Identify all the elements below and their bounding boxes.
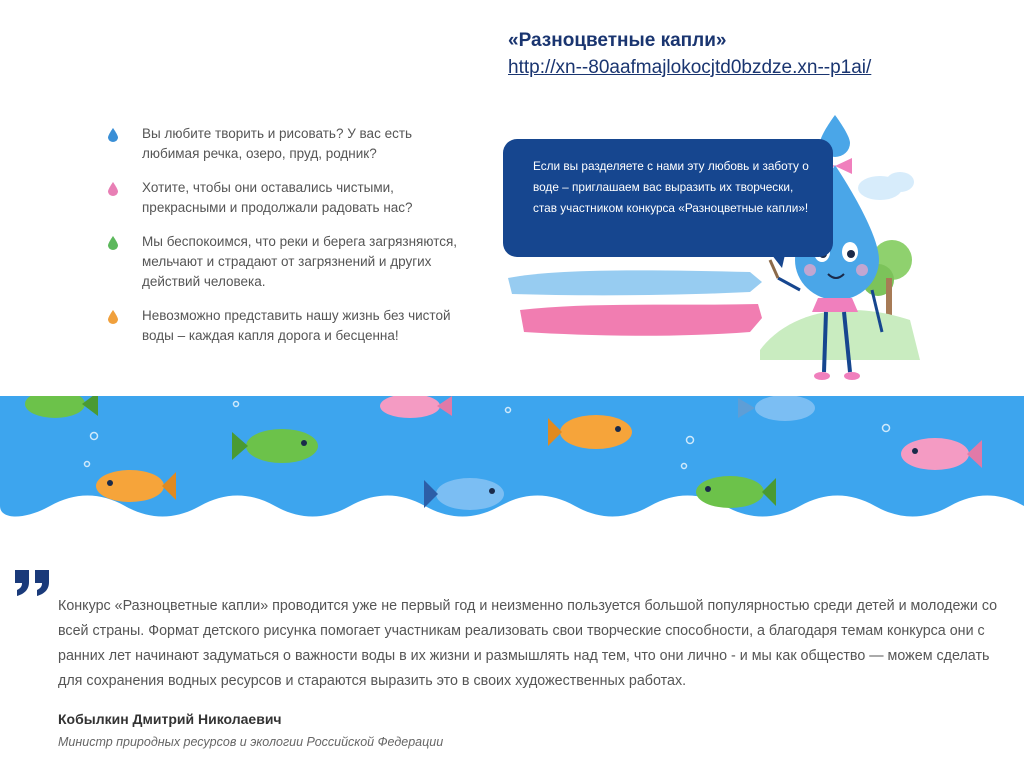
pink-drop-icon (108, 182, 118, 196)
bullet-item (104, 232, 464, 292)
orange-drop-icon (108, 310, 118, 324)
speech-bubble (503, 139, 833, 257)
green-drop-icon (108, 236, 118, 250)
bullet-text: Хотите, чтобы они оставались чистыми, прекрасными и продолжали радовать нас? (142, 180, 413, 215)
bubble-text: Если вы разделяете с нами эту любовь и заботу о воде – приглашаем вас выразить их творчески, став участником конкурса «Разноцветные капли»! (533, 159, 809, 215)
blue-drop-icon (108, 128, 118, 142)
header (508, 27, 1008, 81)
quote-text: Конкурс «Разноцветные капли» проводится уже не первый год и неизменно пользуется большой популярностью среди детей и молодежи со всей страны. Формат детского рисунка помогает участникам реализовать свои творческие способности, а благодаря темам конкурса они с ранних лет начинают задуматься о важности воды в их жизни и размышлять над тем, что они лично - и мы как общество — можем сделать для сохранения водных ресурсов и стараются выразить это в своих художественных работах. (58, 598, 998, 689)
bullet-text: Вы любите творить и рисовать? У вас есть любимая речка, озеро, пруд, родник? (142, 126, 413, 161)
bullet-item (104, 178, 464, 218)
quote-author: Кобылкин Дмитрий Николаевич (58, 711, 282, 727)
bullet-text: Невозможно представить нашу жизнь без чистой воды – каждая капля дорога и бесценна! (142, 308, 451, 343)
speech-bubble-tail (768, 250, 786, 268)
bullet-list (104, 124, 464, 360)
bullet-text: Мы беспокоимся, что реки и берега загрязняются, мельчают и страдают от загрязнений и других действий человека. (142, 234, 458, 289)
sea-banner (0, 396, 1024, 531)
contest-title: «Разноцветные капли» (508, 30, 727, 51)
bullet-item (104, 124, 464, 164)
contest-link[interactable]: http://xn--80aafmajlokocjtd0bzdze.xn--p1ai/ (508, 57, 872, 78)
quote-author-role: Министр природных ресурсов и экологии Российской Федерации (58, 735, 444, 749)
bullet-item (104, 306, 464, 346)
quote-mark-icon (15, 570, 53, 596)
